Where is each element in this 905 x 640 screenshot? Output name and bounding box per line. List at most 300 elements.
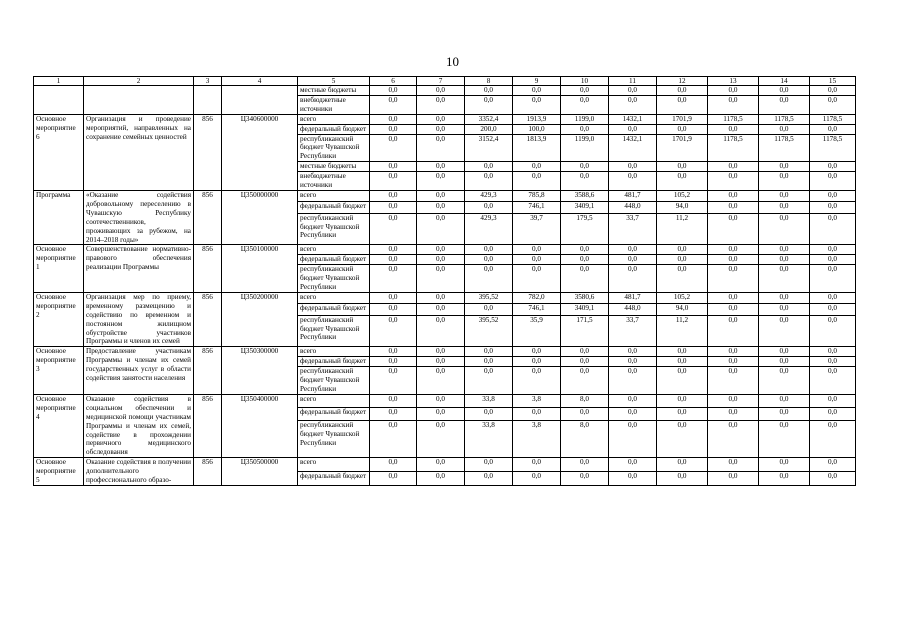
value-cell: 0,0 bbox=[370, 202, 417, 213]
value-cell: 0,0 bbox=[708, 347, 759, 357]
value-cell: 0,0 bbox=[810, 408, 856, 421]
value-cell: 429,3 bbox=[465, 213, 513, 245]
column-header: 7 bbox=[417, 77, 465, 86]
value-cell: 0,0 bbox=[370, 86, 417, 96]
value-cell: 8,0 bbox=[561, 394, 609, 407]
value-cell: 0,0 bbox=[465, 245, 513, 255]
column-header: 15 bbox=[810, 77, 856, 86]
value-cell: 0,0 bbox=[609, 357, 657, 367]
value-cell: 0,0 bbox=[759, 162, 810, 172]
value-cell: 0,0 bbox=[417, 367, 465, 395]
page-number: 10 bbox=[446, 54, 459, 69]
value-cell: 0,0 bbox=[370, 357, 417, 367]
value-cell: 0,0 bbox=[708, 367, 759, 395]
value-cell: 94,0 bbox=[657, 304, 708, 315]
value-cell: 0,0 bbox=[759, 315, 810, 347]
value-cell: 0,0 bbox=[370, 95, 417, 114]
column-header: 6 bbox=[370, 77, 417, 86]
value-cell: 0,0 bbox=[561, 86, 609, 96]
value-cell: 3580,6 bbox=[561, 292, 609, 303]
value-cell: 0,0 bbox=[417, 114, 465, 124]
value-cell: 0,0 bbox=[513, 357, 561, 367]
value-cell: 33,7 bbox=[609, 315, 657, 347]
target-article-cell: Ц350500000 bbox=[222, 458, 298, 486]
value-cell: 0,0 bbox=[465, 367, 513, 395]
value-cell: 0,0 bbox=[810, 255, 856, 265]
funding-source-cell: федеральный бюджет bbox=[298, 255, 370, 265]
value-cell: 0,0 bbox=[417, 458, 465, 472]
value-cell: 11,2 bbox=[657, 213, 708, 245]
budget-code-cell bbox=[194, 86, 222, 115]
value-cell: 0,0 bbox=[561, 124, 609, 134]
value-cell: 0,0 bbox=[708, 86, 759, 96]
value-cell: 35,9 bbox=[513, 315, 561, 347]
value-cell: 0,0 bbox=[465, 86, 513, 96]
target-article-cell: Ц350300000 bbox=[222, 347, 298, 395]
value-cell: 0,0 bbox=[708, 95, 759, 114]
column-header: 13 bbox=[708, 77, 759, 86]
value-cell: 0,0 bbox=[759, 95, 810, 114]
value-cell: 0,0 bbox=[657, 245, 708, 255]
value-cell: 0,0 bbox=[810, 304, 856, 315]
funding-source-cell: местные бюджеты bbox=[298, 86, 370, 96]
value-cell: 0,0 bbox=[417, 408, 465, 421]
value-cell: 0,0 bbox=[810, 190, 856, 201]
value-cell: 0,0 bbox=[657, 162, 708, 172]
value-cell: 0,0 bbox=[609, 347, 657, 357]
value-cell: 0,0 bbox=[759, 124, 810, 134]
value-cell: 0,0 bbox=[657, 347, 708, 357]
value-cell: 0,0 bbox=[465, 265, 513, 293]
value-cell: 0,0 bbox=[810, 95, 856, 114]
value-cell: 0,0 bbox=[370, 315, 417, 347]
value-cell: 481,7 bbox=[609, 292, 657, 303]
value-cell: 0,0 bbox=[708, 162, 759, 172]
event-status-cell: Основное мероприятие 5 bbox=[34, 458, 84, 486]
value-cell: 0,0 bbox=[370, 347, 417, 357]
value-cell: 0,0 bbox=[810, 357, 856, 367]
funding-source-cell: всего bbox=[298, 394, 370, 407]
value-cell: 0,0 bbox=[759, 408, 810, 421]
funding-source-cell: всего bbox=[298, 114, 370, 124]
value-cell: 0,0 bbox=[759, 357, 810, 367]
value-cell: 0,0 bbox=[465, 162, 513, 172]
value-cell: 11,2 bbox=[657, 315, 708, 347]
value-cell: 1913,9 bbox=[513, 114, 561, 124]
value-cell: 0,0 bbox=[465, 408, 513, 421]
funding-source-cell: всего bbox=[298, 245, 370, 255]
value-cell: 0,0 bbox=[609, 255, 657, 265]
value-cell: 0,0 bbox=[759, 265, 810, 293]
value-cell: 0,0 bbox=[561, 172, 609, 191]
funding-source-cell: всего bbox=[298, 347, 370, 357]
value-cell: 0,0 bbox=[657, 265, 708, 293]
value-cell: 0,0 bbox=[370, 408, 417, 421]
column-header: 9 bbox=[513, 77, 561, 86]
value-cell: 0,0 bbox=[417, 124, 465, 134]
value-cell: 200,0 bbox=[465, 124, 513, 134]
value-cell: 0,0 bbox=[561, 458, 609, 472]
funding-source-cell: федеральный бюджет bbox=[298, 124, 370, 134]
event-name-cell: Организация мер по приему, временному размещению и содействию по временном и постоянном жилищном обустройстве участников Программы и членов их семей bbox=[84, 292, 194, 346]
value-cell: 0,0 bbox=[759, 292, 810, 303]
value-cell: 0,0 bbox=[810, 86, 856, 96]
value-cell: 0,0 bbox=[465, 255, 513, 265]
value-cell: 0,0 bbox=[370, 172, 417, 191]
event-name-cell: Совершенствование нормативно-правового обеспечения реализации Программы bbox=[84, 245, 194, 293]
value-cell: 0,0 bbox=[513, 347, 561, 357]
value-cell: 0,0 bbox=[810, 394, 856, 407]
value-cell: 0,0 bbox=[657, 408, 708, 421]
value-cell: 3352,4 bbox=[465, 114, 513, 124]
event-name-cell: Организация и проведение мероприятий, направленных на сохранение семейных ценностей bbox=[84, 114, 194, 190]
value-cell: 0,0 bbox=[708, 255, 759, 265]
value-cell: 0,0 bbox=[609, 408, 657, 421]
value-cell: 0,0 bbox=[810, 292, 856, 303]
value-cell: 0,0 bbox=[513, 172, 561, 191]
value-cell: 0,0 bbox=[465, 347, 513, 357]
value-cell: 0,0 bbox=[370, 245, 417, 255]
funding-source-cell: местные бюджеты bbox=[298, 162, 370, 172]
value-cell: 0,0 bbox=[417, 304, 465, 315]
value-cell: 0,0 bbox=[708, 172, 759, 191]
value-cell: 0,0 bbox=[609, 172, 657, 191]
funding-source-cell: всего bbox=[298, 190, 370, 201]
funding-source-cell: всего bbox=[298, 458, 370, 472]
value-cell: 0,0 bbox=[657, 394, 708, 407]
value-cell: 33,8 bbox=[465, 421, 513, 458]
value-cell: 0,0 bbox=[759, 86, 810, 96]
value-cell: 0,0 bbox=[561, 162, 609, 172]
event-status-cell: Программа bbox=[34, 190, 84, 244]
value-cell: 0,0 bbox=[609, 367, 657, 395]
budget-code-cell: 856 bbox=[194, 245, 222, 293]
column-header: 14 bbox=[759, 77, 810, 86]
value-cell: 0,0 bbox=[708, 245, 759, 255]
value-cell: 0,0 bbox=[759, 172, 810, 191]
value-cell: 0,0 bbox=[417, 190, 465, 201]
value-cell: 0,0 bbox=[759, 472, 810, 486]
value-cell: 0,0 bbox=[513, 408, 561, 421]
column-header: 12 bbox=[657, 77, 708, 86]
value-cell: 0,0 bbox=[417, 134, 465, 162]
value-cell: 0,0 bbox=[561, 255, 609, 265]
value-cell: 1199,0 bbox=[561, 134, 609, 162]
value-cell: 0,0 bbox=[609, 86, 657, 96]
value-cell: 0,0 bbox=[708, 421, 759, 458]
funding-source-cell: федеральный бюджет bbox=[298, 357, 370, 367]
value-cell: 0,0 bbox=[513, 458, 561, 472]
value-cell: 8,0 bbox=[561, 421, 609, 458]
column-header: 5 bbox=[298, 77, 370, 86]
column-header: 1 bbox=[34, 77, 84, 86]
table-row bbox=[34, 394, 856, 407]
value-cell: 0,0 bbox=[465, 304, 513, 315]
value-cell: 0,0 bbox=[417, 347, 465, 357]
table-row bbox=[34, 114, 856, 124]
value-cell: 1178,5 bbox=[708, 134, 759, 162]
value-cell: 0,0 bbox=[657, 86, 708, 96]
value-cell: 0,0 bbox=[810, 162, 856, 172]
value-cell: 0,0 bbox=[370, 114, 417, 124]
funding-source-cell: всего bbox=[298, 292, 370, 303]
value-cell: 0,0 bbox=[708, 292, 759, 303]
value-cell: 0,0 bbox=[810, 315, 856, 347]
budget-code-cell: 856 bbox=[194, 458, 222, 486]
funding-source-cell: республиканский бюджет Чувашской Республики bbox=[298, 421, 370, 458]
event-status-cell: Основное мероприятие 3 bbox=[34, 347, 84, 395]
event-name-cell bbox=[84, 86, 194, 115]
column-header: 10 bbox=[561, 77, 609, 86]
value-cell: 0,0 bbox=[561, 472, 609, 486]
value-cell: 448,0 bbox=[609, 202, 657, 213]
value-cell: 0,0 bbox=[417, 86, 465, 96]
value-cell: 0,0 bbox=[465, 472, 513, 486]
value-cell: 0,0 bbox=[759, 202, 810, 213]
value-cell: 105,2 bbox=[657, 292, 708, 303]
table-row bbox=[34, 458, 856, 472]
value-cell: 0,0 bbox=[370, 292, 417, 303]
value-cell: 3,8 bbox=[513, 421, 561, 458]
value-cell: 0,0 bbox=[370, 265, 417, 293]
funding-source-cell: республиканский бюджет Чувашской Республики bbox=[298, 134, 370, 162]
funding-source-cell: федеральный бюджет bbox=[298, 304, 370, 315]
value-cell: 448,0 bbox=[609, 304, 657, 315]
value-cell: 0,0 bbox=[657, 95, 708, 114]
value-cell: 0,0 bbox=[417, 245, 465, 255]
value-cell: 1701,9 bbox=[657, 114, 708, 124]
value-cell: 0,0 bbox=[465, 458, 513, 472]
budget-code-cell: 856 bbox=[194, 292, 222, 346]
event-name-cell: «Оказание содействия добровольному переселению в Чувашскую Республику соотечественников, проживающих за рубежом, на 2014–2018 годы» bbox=[84, 190, 194, 244]
target-article-cell: Ц350000000 bbox=[222, 190, 298, 244]
value-cell: 0,0 bbox=[657, 458, 708, 472]
value-cell: 33,8 bbox=[465, 394, 513, 407]
value-cell: 0,0 bbox=[417, 472, 465, 486]
value-cell: 3152,4 bbox=[465, 134, 513, 162]
value-cell: 0,0 bbox=[609, 162, 657, 172]
funding-source-cell: внебюджетные источники bbox=[298, 95, 370, 114]
value-cell: 1178,5 bbox=[759, 114, 810, 124]
funding-source-cell: внебюджетные источники bbox=[298, 172, 370, 191]
value-cell: 0,0 bbox=[759, 347, 810, 357]
value-cell: 0,0 bbox=[657, 421, 708, 458]
target-article-cell: Ц350200000 bbox=[222, 292, 298, 346]
table-header-row bbox=[34, 77, 856, 86]
value-cell: 782,0 bbox=[513, 292, 561, 303]
value-cell: 0,0 bbox=[561, 245, 609, 255]
value-cell: 0,0 bbox=[708, 124, 759, 134]
value-cell: 0,0 bbox=[708, 213, 759, 245]
value-cell: 429,3 bbox=[465, 190, 513, 201]
value-cell: 0,0 bbox=[370, 421, 417, 458]
value-cell: 0,0 bbox=[810, 458, 856, 472]
value-cell: 0,0 bbox=[370, 255, 417, 265]
funding-source-cell: федеральный бюджет bbox=[298, 408, 370, 421]
value-cell: 0,0 bbox=[708, 190, 759, 201]
value-cell: 3409,1 bbox=[561, 202, 609, 213]
value-cell: 0,0 bbox=[417, 421, 465, 458]
value-cell: 0,0 bbox=[810, 213, 856, 245]
value-cell: 1432,1 bbox=[609, 134, 657, 162]
budget-code-cell: 856 bbox=[194, 190, 222, 244]
value-cell: 0,0 bbox=[465, 95, 513, 114]
value-cell: 0,0 bbox=[759, 304, 810, 315]
value-cell: 395,52 bbox=[465, 292, 513, 303]
column-header: 2 bbox=[84, 77, 194, 86]
value-cell: 1701,9 bbox=[657, 134, 708, 162]
value-cell: 0,0 bbox=[759, 213, 810, 245]
value-cell: 0,0 bbox=[708, 202, 759, 213]
value-cell: 0,0 bbox=[759, 255, 810, 265]
value-cell: 0,0 bbox=[609, 458, 657, 472]
value-cell: 0,0 bbox=[708, 315, 759, 347]
value-cell: 1432,1 bbox=[609, 114, 657, 124]
value-cell: 1178,5 bbox=[759, 134, 810, 162]
value-cell: 0,0 bbox=[657, 172, 708, 191]
column-header: 11 bbox=[609, 77, 657, 86]
value-cell: 0,0 bbox=[810, 367, 856, 395]
value-cell: 0,0 bbox=[370, 134, 417, 162]
value-cell: 0,0 bbox=[513, 367, 561, 395]
target-article-cell: Ц350400000 bbox=[222, 394, 298, 457]
funding-source-cell: федеральный бюджет bbox=[298, 202, 370, 213]
value-cell: 1199,0 bbox=[561, 114, 609, 124]
value-cell: 0,0 bbox=[370, 472, 417, 486]
value-cell: 0,0 bbox=[513, 245, 561, 255]
table-row bbox=[34, 190, 856, 201]
value-cell: 0,0 bbox=[810, 347, 856, 357]
value-cell: 0,0 bbox=[513, 86, 561, 96]
value-cell: 0,0 bbox=[417, 265, 465, 293]
value-cell: 0,0 bbox=[810, 421, 856, 458]
budget-table bbox=[33, 76, 856, 486]
value-cell: 0,0 bbox=[609, 245, 657, 255]
value-cell: 0,0 bbox=[417, 255, 465, 265]
value-cell: 0,0 bbox=[708, 458, 759, 472]
event-name-cell: Предоставление участникам Программы и членам их семей государственных услуг в области содействия занятости населения bbox=[84, 347, 194, 395]
value-cell: 0,0 bbox=[465, 357, 513, 367]
value-cell: 0,0 bbox=[561, 95, 609, 114]
value-cell: 0,0 bbox=[609, 472, 657, 486]
value-cell: 0,0 bbox=[810, 245, 856, 255]
funding-source-cell: республиканский бюджет Чувашской Республики bbox=[298, 265, 370, 293]
value-cell: 0,0 bbox=[370, 367, 417, 395]
value-cell: 0,0 bbox=[759, 421, 810, 458]
value-cell: 0,0 bbox=[708, 394, 759, 407]
table-row bbox=[34, 86, 856, 96]
value-cell: 0,0 bbox=[561, 357, 609, 367]
value-cell: 0,0 bbox=[561, 265, 609, 293]
value-cell: 0,0 bbox=[417, 162, 465, 172]
value-cell: 481,7 bbox=[609, 190, 657, 201]
value-cell: 3,8 bbox=[513, 394, 561, 407]
value-cell: 0,0 bbox=[759, 245, 810, 255]
value-cell: 0,0 bbox=[370, 162, 417, 172]
column-header: 4 bbox=[222, 77, 298, 86]
table-row bbox=[34, 347, 856, 357]
target-article-cell bbox=[222, 86, 298, 115]
value-cell: 1813,9 bbox=[513, 134, 561, 162]
value-cell: 785,8 bbox=[513, 190, 561, 201]
budget-code-cell: 856 bbox=[194, 114, 222, 190]
value-cell: 0,0 bbox=[759, 367, 810, 395]
target-article-cell: Ц340600000 bbox=[222, 114, 298, 190]
value-cell: 0,0 bbox=[609, 394, 657, 407]
value-cell: 1178,5 bbox=[810, 114, 856, 124]
funding-source-cell: республиканский бюджет Чувашской Республики bbox=[298, 213, 370, 245]
value-cell: 0,0 bbox=[417, 95, 465, 114]
value-cell: 171,5 bbox=[561, 315, 609, 347]
value-cell: 0,0 bbox=[513, 265, 561, 293]
value-cell: 0,0 bbox=[759, 394, 810, 407]
value-cell: 0,0 bbox=[609, 124, 657, 134]
value-cell: 0,0 bbox=[370, 458, 417, 472]
value-cell: 0,0 bbox=[370, 124, 417, 134]
value-cell: 0,0 bbox=[810, 124, 856, 134]
value-cell: 94,0 bbox=[657, 202, 708, 213]
event-status-cell: Основное мероприятие 2 bbox=[34, 292, 84, 346]
value-cell: 0,0 bbox=[657, 367, 708, 395]
value-cell: 0,0 bbox=[417, 172, 465, 191]
value-cell: 0,0 bbox=[417, 394, 465, 407]
value-cell: 0,0 bbox=[513, 472, 561, 486]
value-cell: 0,0 bbox=[561, 347, 609, 357]
event-status-cell: Основное мероприятие 4 bbox=[34, 394, 84, 457]
value-cell: 0,0 bbox=[759, 190, 810, 201]
value-cell: 0,0 bbox=[657, 472, 708, 486]
value-cell: 0,0 bbox=[417, 202, 465, 213]
value-cell: 0,0 bbox=[370, 394, 417, 407]
value-cell: 0,0 bbox=[370, 304, 417, 315]
value-cell: 3409,1 bbox=[561, 304, 609, 315]
event-status-cell: Основное мероприятие 6 bbox=[34, 114, 84, 190]
value-cell: 0,0 bbox=[810, 265, 856, 293]
value-cell: 746,1 bbox=[513, 202, 561, 213]
value-cell: 0,0 bbox=[370, 190, 417, 201]
column-header: 3 bbox=[194, 77, 222, 86]
target-article-cell: Ц350100000 bbox=[222, 245, 298, 293]
value-cell: 1178,5 bbox=[708, 114, 759, 124]
value-cell: 0,0 bbox=[708, 357, 759, 367]
value-cell: 0,0 bbox=[657, 255, 708, 265]
value-cell: 0,0 bbox=[657, 357, 708, 367]
value-cell: 0,0 bbox=[513, 162, 561, 172]
event-status-cell: Основное мероприятие 1 bbox=[34, 245, 84, 293]
event-name-cell: Оказание содействия в социальном обеспечении и медицинской помощи участникам Программы и членам их семей, содействие в прохождении первичного медицинского обследования bbox=[84, 394, 194, 457]
value-cell: 0,0 bbox=[708, 408, 759, 421]
value-cell: 3588,6 bbox=[561, 190, 609, 201]
value-cell: 179,5 bbox=[561, 213, 609, 245]
value-cell: 1178,5 bbox=[810, 134, 856, 162]
funding-source-cell: республиканский бюджет Чувашской Республики bbox=[298, 367, 370, 395]
value-cell: 105,2 bbox=[657, 190, 708, 201]
value-cell: 395,52 bbox=[465, 315, 513, 347]
value-cell: 0,0 bbox=[810, 172, 856, 191]
value-cell: 0,0 bbox=[708, 472, 759, 486]
funding-source-cell: республиканский бюджет Чувашской Республики bbox=[298, 315, 370, 347]
value-cell: 0,0 bbox=[708, 265, 759, 293]
budget-code-cell: 856 bbox=[194, 394, 222, 457]
table-row bbox=[34, 292, 856, 303]
value-cell: 0,0 bbox=[417, 213, 465, 245]
value-cell: 33,7 bbox=[609, 213, 657, 245]
value-cell: 0,0 bbox=[513, 95, 561, 114]
value-cell: 100,0 bbox=[513, 124, 561, 134]
event-name-cell: Оказание содействия в получении дополнительного профессионального образо- bbox=[84, 458, 194, 486]
value-cell: 0,0 bbox=[417, 292, 465, 303]
event-status-cell bbox=[34, 86, 84, 115]
